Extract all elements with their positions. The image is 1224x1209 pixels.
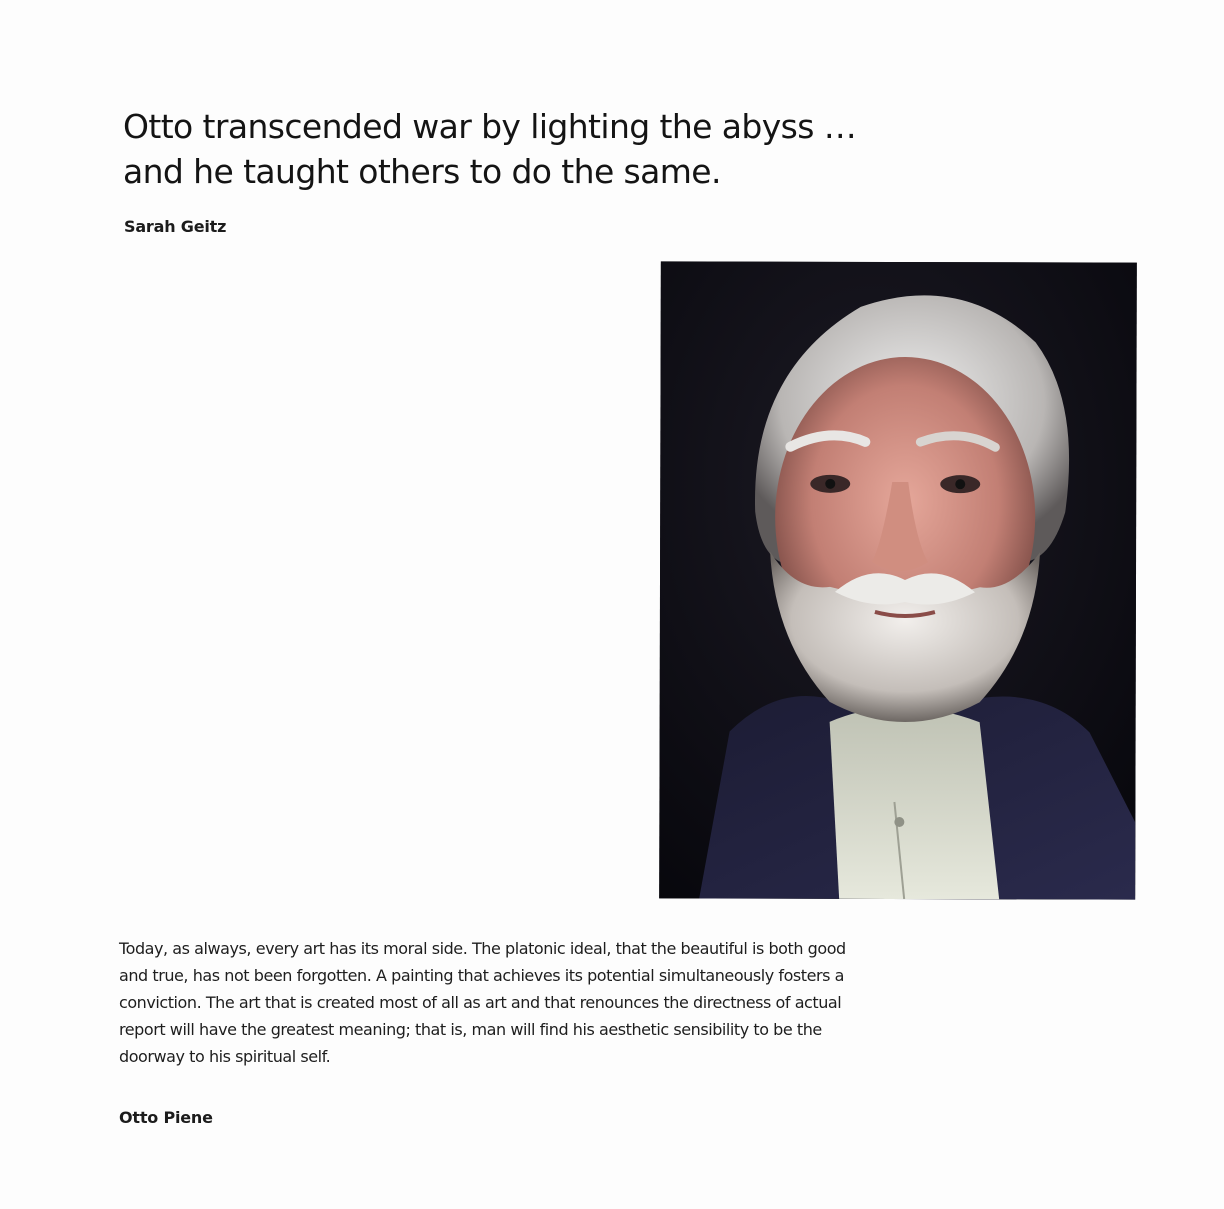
epigraph-line-1: Otto transcended war by lighting the abyss … <box>123 107 857 146</box>
epigraph-line-2: and he taught others to do the same. <box>123 152 721 191</box>
portrait-photo <box>659 261 1137 899</box>
epigraph-attribution: Sarah Geitz <box>124 217 227 236</box>
body-passage: Today, as always, every art has its moral side. The platonic ideal, that the beautiful is both good and true, has not been forgotten. A painting that achieves its potential simultaneously fosters a conviction. The art that is created most of all as art and that renounces the directness of actual report will have the greatest meaning; that is, man will find his aesthetic sensibility to be the doorway to his spiritual self. <box>119 939 846 1066</box>
epigraph-quote <box>123 104 943 194</box>
passage-attribution: Otto Piene <box>119 1108 213 1127</box>
portrait-illustration <box>659 261 1137 899</box>
